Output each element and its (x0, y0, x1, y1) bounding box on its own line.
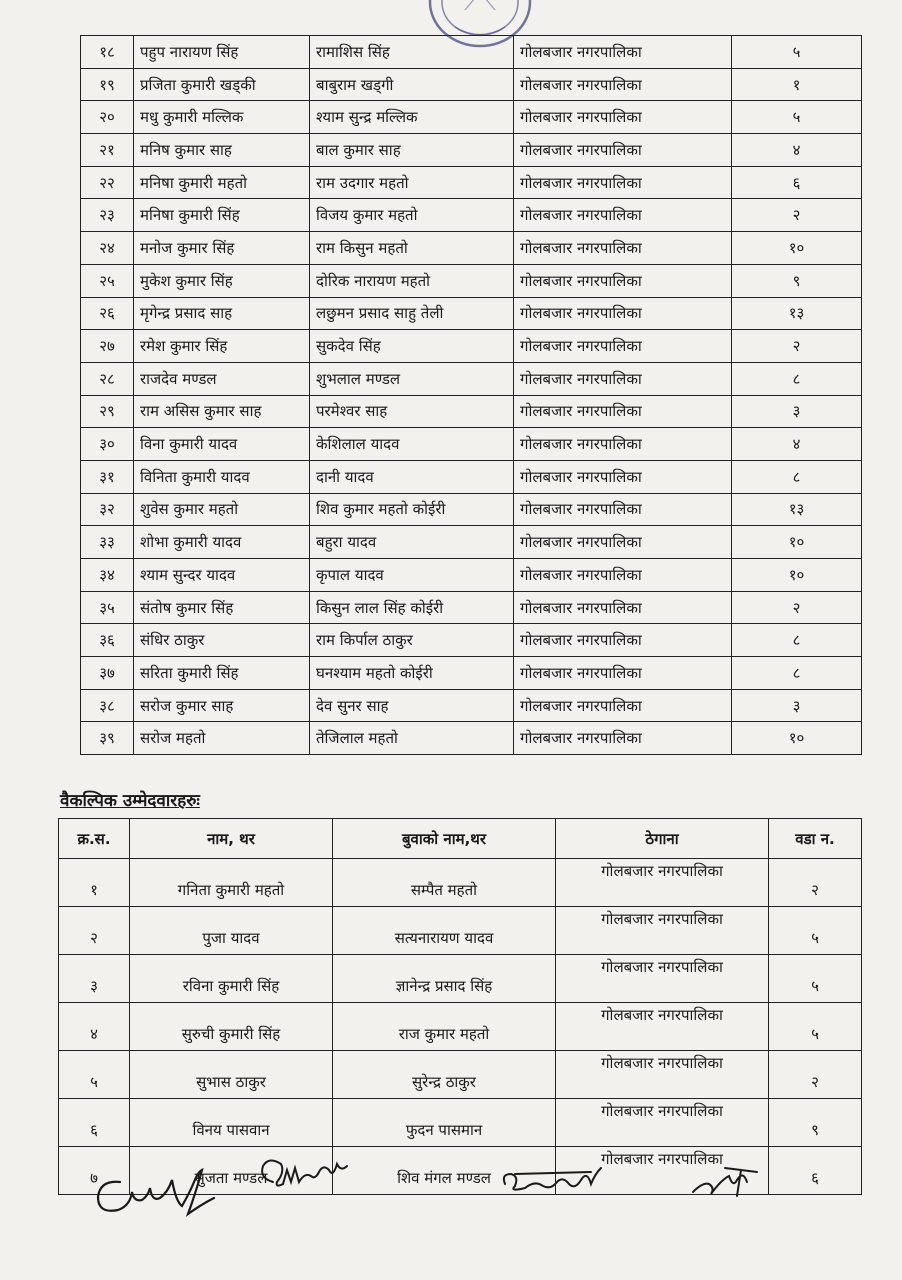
cell-name: रविना कुमारी सिंह (130, 955, 333, 1003)
signature-2 (255, 1152, 355, 1197)
table-row (59, 907, 862, 955)
cell-serial-no: ४ (59, 1003, 130, 1051)
cell-name: सुजता मण्डल (130, 1147, 333, 1195)
cell-serial-no: ५ (59, 1051, 130, 1099)
cell-name: विनय पासवान (130, 1099, 333, 1147)
cell-ward-no: २ (732, 330, 862, 363)
cell-ward-no: २ (769, 859, 862, 907)
cell-name: मृगेन्द्र प्रसाद साह (134, 297, 310, 330)
cell-father-name: सुकदेव सिंह (310, 330, 514, 363)
table-row (81, 36, 862, 69)
cell-address: गोलबजार नगरपालिका (514, 526, 732, 559)
cell-serial-no: ३२ (81, 493, 134, 526)
header-father-name: बुवाको नाम,थर (333, 819, 556, 859)
table-row (59, 1003, 862, 1051)
cell-father-name: केशिलाल यादव (310, 428, 514, 461)
cell-father-name: रामाशिस सिंह (310, 36, 514, 69)
cell-father-name: शिव कुमार महतो कोईरी (310, 493, 514, 526)
cell-serial-no: २८ (81, 362, 134, 395)
cell-address: गोलबजार नगरपालिका (514, 395, 732, 428)
table-row (81, 559, 862, 592)
cell-father-name: ज्ञानेन्द्र प्रसाद सिंह (333, 955, 556, 1003)
cell-serial-no: ३१ (81, 460, 134, 493)
table-row (81, 68, 862, 101)
cell-serial-no: २२ (81, 166, 134, 199)
cell-name: संतोष कुमार सिंह (134, 591, 310, 624)
table-row (81, 689, 862, 722)
cell-name: मनिष कुमार साह (134, 134, 310, 167)
cell-address: गोलबजार नगरपालिका (514, 559, 732, 592)
cell-name: श्याम सुन्दर यादव (134, 559, 310, 592)
cell-address: गोलबजार नगरपालिका (514, 264, 732, 297)
cell-father-name: दानी यादव (310, 460, 514, 493)
cell-ward-no: १० (732, 232, 862, 265)
cell-address: गोलबजार नगरपालिका (514, 362, 732, 395)
table-row (59, 859, 862, 907)
cell-serial-no: ३७ (81, 657, 134, 690)
cell-serial-no: ३० (81, 428, 134, 461)
cell-ward-no: ८ (732, 624, 862, 657)
cell-address: गोलबजार नगरपालिका (514, 36, 732, 69)
cell-ward-no: ८ (732, 460, 862, 493)
cell-name: राजदेव मण्डल (134, 362, 310, 395)
cell-address: गोलबजार नगरपालिका (514, 166, 732, 199)
table-row (81, 493, 862, 526)
cell-address: गोलबजार नगरपालिका (556, 1051, 769, 1099)
cell-father-name: शुभलाल मण्डल (310, 362, 514, 395)
cell-name: सुभास ठाकुर (130, 1051, 333, 1099)
cell-name: सरोज महतो (134, 722, 310, 755)
cell-ward-no: ४ (732, 428, 862, 461)
cell-father-name: राज कुमार महतो (333, 1003, 556, 1051)
cell-address: गोलबजार नगरपालिका (556, 1147, 769, 1195)
cell-father-name: सम्पैत महतो (333, 859, 556, 907)
cell-serial-no: ३८ (81, 689, 134, 722)
cell-serial-no: २ (59, 907, 130, 955)
table-row (81, 395, 862, 428)
table-row (59, 1051, 862, 1099)
cell-address: गोलबजार नगरपालिका (514, 297, 732, 330)
table-row (81, 624, 862, 657)
table-row (81, 362, 862, 395)
table-row (81, 199, 862, 232)
signatures-area (0, 1150, 902, 1230)
cell-address: गोलबजार नगरपालिका (514, 591, 732, 624)
cell-serial-no: ६ (59, 1099, 130, 1147)
cell-name: रमेश कुमार सिंह (134, 330, 310, 363)
cell-name: विनिता कुमारी यादव (134, 460, 310, 493)
cell-ward-no: १३ (732, 297, 862, 330)
cell-address: गोलबजार नगरपालिका (514, 428, 732, 461)
cell-address: गोलबजार नगरपालिका (556, 1003, 769, 1051)
cell-address: गोलबजार नगरपालिका (514, 460, 732, 493)
cell-serial-no: २७ (81, 330, 134, 363)
cell-father-name: राम किर्पाल ठाकुर (310, 624, 514, 657)
table-row (59, 1099, 862, 1147)
table-row (81, 460, 862, 493)
cell-name: मनोज कुमार सिंह (134, 232, 310, 265)
header-ward-no: वडा न. (769, 819, 862, 859)
cell-father-name: किसुन लाल सिंह कोईरी (310, 591, 514, 624)
cell-ward-no: २ (732, 591, 862, 624)
cell-serial-no: ३३ (81, 526, 134, 559)
cell-father-name: सुरेन्द्र ठाकुर (333, 1051, 556, 1099)
cell-name: पुजा यादव (130, 907, 333, 955)
cell-ward-no: ६ (769, 1147, 862, 1195)
table-row (59, 955, 862, 1003)
cell-address: गोलबजार नगरपालिका (514, 624, 732, 657)
cell-address: गोलबजार नगरपालिका (556, 907, 769, 955)
table-row (81, 657, 862, 690)
cell-serial-no: ७ (59, 1147, 130, 1195)
cell-ward-no: ३ (732, 395, 862, 428)
cell-serial-no: ३४ (81, 559, 134, 592)
cell-father-name: राम उदगार महतो (310, 166, 514, 199)
table-row (81, 330, 862, 363)
table-row (81, 591, 862, 624)
cell-address: गोलबजार नगरपालिका (514, 68, 732, 101)
signature-3 (495, 1160, 615, 1200)
cell-ward-no: २ (732, 199, 862, 232)
cell-ward-no: ९ (732, 264, 862, 297)
cell-father-name: परमेश्वर साह (310, 395, 514, 428)
cell-ward-no: २ (769, 1051, 862, 1099)
cell-father-name: बाबुराम खड्गी (310, 68, 514, 101)
cell-father-name: बहुरा यादव (310, 526, 514, 559)
header-sn: क्र.स. (59, 819, 130, 859)
cell-serial-no: २६ (81, 297, 134, 330)
header-name: नाम, थर (130, 819, 333, 859)
cell-address: गोलबजार नगरपालिका (556, 1099, 769, 1147)
candidate-table (80, 35, 862, 755)
cell-address: गोलबजार नगरपालिका (514, 657, 732, 690)
cell-address: गोलबजार नगरपालिका (514, 199, 732, 232)
cell-address: गोलबजार नगरपालिका (514, 493, 732, 526)
cell-address: गोलबजार नगरपालिका (514, 134, 732, 167)
cell-ward-no: १३ (732, 493, 862, 526)
cell-father-name: देव सुनर साह (310, 689, 514, 722)
cell-father-name: तेजिलाल महतो (310, 722, 514, 755)
cell-father-name: कृपाल यादव (310, 559, 514, 592)
table-header-row (59, 819, 862, 859)
cell-address: गोलबजार नगरपालिका (514, 330, 732, 363)
cell-serial-no: २० (81, 101, 134, 134)
cell-father-name: सत्यनारायण यादव (333, 907, 556, 955)
cell-father-name: शिव मंगल मण्डल (333, 1147, 556, 1195)
cell-address: गोलबजार नगरपालिका (556, 955, 769, 1003)
cell-ward-no: ३ (732, 689, 862, 722)
signature-1 (90, 1162, 220, 1222)
cell-serial-no: २४ (81, 232, 134, 265)
cell-name: सरिता कुमारी सिंह (134, 657, 310, 690)
cell-father-name: राम किसुन महतो (310, 232, 514, 265)
cell-address: गोलबजार नगरपालिका (514, 101, 732, 134)
cell-father-name: फुदन पासमान (333, 1099, 556, 1147)
cell-ward-no: ५ (769, 955, 862, 1003)
cell-name: सुरुची कुमारी सिंह (130, 1003, 333, 1051)
cell-ward-no: ८ (732, 657, 862, 690)
table-row (81, 232, 862, 265)
cell-ward-no: ४ (732, 134, 862, 167)
table-row (81, 297, 862, 330)
cell-serial-no: २१ (81, 134, 134, 167)
cell-father-name: विजय कुमार महतो (310, 199, 514, 232)
cell-serial-no: ३९ (81, 722, 134, 755)
header-address: ठेगाना (556, 819, 769, 859)
cell-ward-no: ९ (769, 1099, 862, 1147)
cell-serial-no: १८ (81, 36, 134, 69)
cell-serial-no: ३ (59, 955, 130, 1003)
cell-ward-no: ५ (732, 36, 862, 69)
cell-father-name: बाल कुमार साह (310, 134, 514, 167)
table-row (81, 526, 862, 559)
cell-name: सरोज कुमार साह (134, 689, 310, 722)
alternate-candidates-title: वैकल्पिक उम्मेदवारहरुः (60, 791, 200, 811)
cell-ward-no: १ (732, 68, 862, 101)
cell-name: संधिर ठाकुर (134, 624, 310, 657)
cell-address: गोलबजार नगरपालिका (514, 722, 732, 755)
cell-name: मुकेश कुमार सिंह (134, 264, 310, 297)
table-row (81, 134, 862, 167)
cell-name: प्रजिता कुमारी खड्की (134, 68, 310, 101)
cell-father-name: घनश्याम महतो कोईरी (310, 657, 514, 690)
cell-name: पहुप नारायण सिंह (134, 36, 310, 69)
cell-name: गनिता कुमारी महतो (130, 859, 333, 907)
cell-father-name: श्याम सुन्द्र मल्लिक (310, 101, 514, 134)
cell-address: गोलबजार नगरपालिका (514, 232, 732, 265)
cell-serial-no: ३५ (81, 591, 134, 624)
cell-name: शोभा कुमारी यादव (134, 526, 310, 559)
cell-ward-no: ६ (732, 166, 862, 199)
table-row (81, 722, 862, 755)
cell-serial-no: २३ (81, 199, 134, 232)
table-row (81, 428, 862, 461)
cell-ward-no: ५ (769, 1003, 862, 1051)
cell-serial-no: १९ (81, 68, 134, 101)
cell-ward-no: ५ (732, 101, 862, 134)
cell-name: शुवेस कुमार महतो (134, 493, 310, 526)
cell-ward-no: ५ (769, 907, 862, 955)
cell-ward-no: १० (732, 526, 862, 559)
cell-address: गोलबजार नगरपालिका (514, 689, 732, 722)
table-row (81, 101, 862, 134)
cell-father-name: लछुमन प्रसाद साहु तेली (310, 297, 514, 330)
cell-name: राम असिस कुमार साह (134, 395, 310, 428)
alternate-candidate-table (58, 818, 862, 1195)
cell-father-name: दोरिक नारायण महतो (310, 264, 514, 297)
cell-name: मनिषा कुमारी महतो (134, 166, 310, 199)
cell-serial-no: २५ (81, 264, 134, 297)
cell-serial-no: २९ (81, 395, 134, 428)
cell-name: मनिषा कुमारी सिंह (134, 199, 310, 232)
table-row (81, 166, 862, 199)
cell-address: गोलबजार नगरपालिका (556, 859, 769, 907)
cell-ward-no: १० (732, 559, 862, 592)
cell-name: विना कुमारी यादव (134, 428, 310, 461)
cell-name: मधु कुमारी मल्लिक (134, 101, 310, 134)
cell-ward-no: १० (732, 722, 862, 755)
cell-ward-no: ८ (732, 362, 862, 395)
signature-4 (685, 1162, 765, 1202)
cell-serial-no: ३६ (81, 624, 134, 657)
cell-serial-no: १ (59, 859, 130, 907)
table-row (81, 264, 862, 297)
